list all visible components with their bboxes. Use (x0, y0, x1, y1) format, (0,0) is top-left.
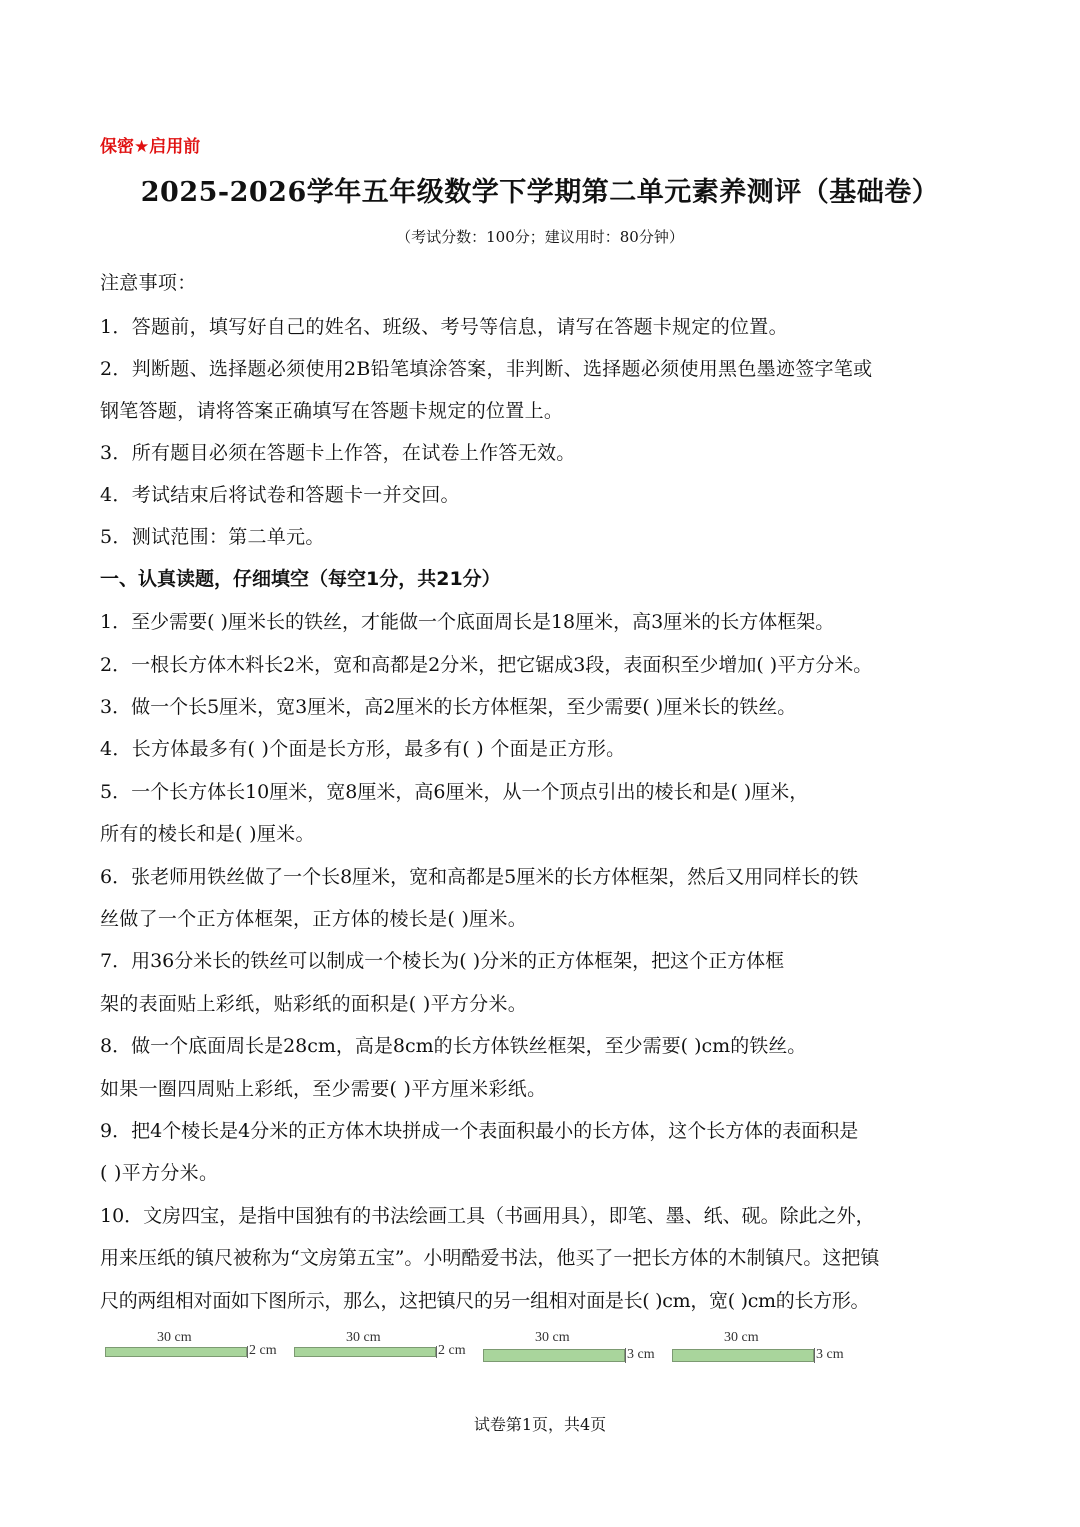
question-line: 6．张老师用铁丝做了一个长8厘米，宽和高都是5厘米的长方体框架，然后又用同样长的铁 (100, 866, 859, 888)
notice-line: 5．测试范围：第二单元。 (100, 526, 325, 548)
notice-line: 4．考试结束后将试卷和答题卡一并交回。 (100, 484, 460, 506)
question-line: 丝做了一个正方体框架，正方体的棱长是( )厘米。 (100, 908, 528, 930)
question-line: 4．长方体最多有( )个面是长方形，最多有( ) 个面是正方形。 (100, 738, 626, 760)
ruler-width-label: 2 cm (249, 1343, 277, 1358)
question-line: 1．至少需要( )厘米长的铁丝，才能做一个底面周长是18厘米，高3厘米的长方体框架。 (100, 611, 835, 633)
ruler-bar (294, 1347, 436, 1357)
notice-line: 3．所有题目必须在答题卡上作答，在试卷上作答无效。 (100, 442, 576, 464)
ruler-tick (247, 1346, 248, 1358)
ruler-width-label: 3 cm (627, 1347, 655, 1362)
question-line: 架的表面贴上彩纸，贴彩纸的面积是( )平方分米。 (100, 993, 528, 1015)
question-line: 用来压纸的镇尺被称为“文房第五宝”。小明酷爱书法，他买了一把长方体的木制镇尺。这把镇 (100, 1247, 880, 1269)
ruler-bar (672, 1349, 814, 1362)
ruler-length-label: 30 cm (535, 1330, 570, 1345)
ruler-tick (436, 1346, 437, 1358)
question-line: 如果一圈四周贴上彩纸，至少需要( )平方厘米彩纸。 (100, 1078, 547, 1100)
question-line: 2．一根长方体木料长2米，宽和高都是2分米，把它锯成3段，表面积至少增加( )平方分米。 (100, 654, 873, 676)
ruler-tick (814, 1348, 815, 1363)
question-line: 5．一个长方体长10厘米，宽8厘米，高6厘米，从一个顶点引出的棱长和是( )厘米， (100, 781, 809, 803)
question-line: ( )平方分米。 (100, 1162, 219, 1184)
ruler-bar (105, 1347, 247, 1357)
ruler-tick (625, 1348, 626, 1363)
notice-heading: 注意事项： (100, 272, 197, 294)
confidential-label: 保密★启用前 (100, 137, 201, 157)
question-line: 7．用36分米长的铁丝可以制成一个棱长为( )分米的正方体框架，把这个正方体框 (100, 950, 785, 972)
notice-line: 2．判断题、选择题必须使用2B铅笔填涂答案，非判断、选择题必须使用黑色墨迹签字笔或 (100, 358, 873, 380)
question-line: 8．做一个底面周长是28cm，高是8cm的长方体铁丝框架，至少需要( )cm的铁丝。 (100, 1035, 807, 1057)
question-line: 尺的两组相对面如下图所示，那么，这把镇尺的另一组相对面是长( )cm，宽( )cm的长方形。 (100, 1290, 870, 1312)
notice-line: 1．答题前，填写好自己的姓名、班级、考号等信息，请写在答题卡规定的位置。 (100, 316, 788, 338)
ruler-width-label: 2 cm (438, 1343, 466, 1358)
exam-subtitle: （考试分数：100分；建议用时：80分钟） (396, 228, 684, 246)
ruler-length-label: 30 cm (346, 1330, 381, 1345)
section-heading: 一、认真读题，仔细填空（每空1分，共21分） (100, 568, 501, 590)
ruler-width-label: 3 cm (816, 1347, 844, 1362)
question-line: 9．把4个棱长是4分米的正方体木块拼成一个表面积最小的长方体，这个长方体的表面积是 (100, 1120, 859, 1142)
exam-title: 2025-2026学年五年级数学下学期第二单元素养测评（基础卷） (140, 177, 940, 208)
ruler-length-label: 30 cm (157, 1330, 192, 1345)
ruler-length-label: 30 cm (724, 1330, 759, 1345)
page-footer: 试卷第1页，共4页 (473, 1415, 607, 1434)
ruler-bar (483, 1349, 625, 1362)
notice-line: 钢笔答题，请将答案正确填写在答题卡规定的位置上。 (100, 400, 564, 422)
question-line: 所有的棱长和是( )厘米。 (100, 823, 315, 845)
question-line: 10．文房四宝，是指中国独有的书法绘画工具（书画用具），即笔、墨、纸、砚。除此之外， (100, 1205, 875, 1227)
question-line: 3．做一个长5厘米，宽3厘米，高2厘米的长方体框架，至少需要( )厘米长的铁丝。 (100, 696, 797, 718)
